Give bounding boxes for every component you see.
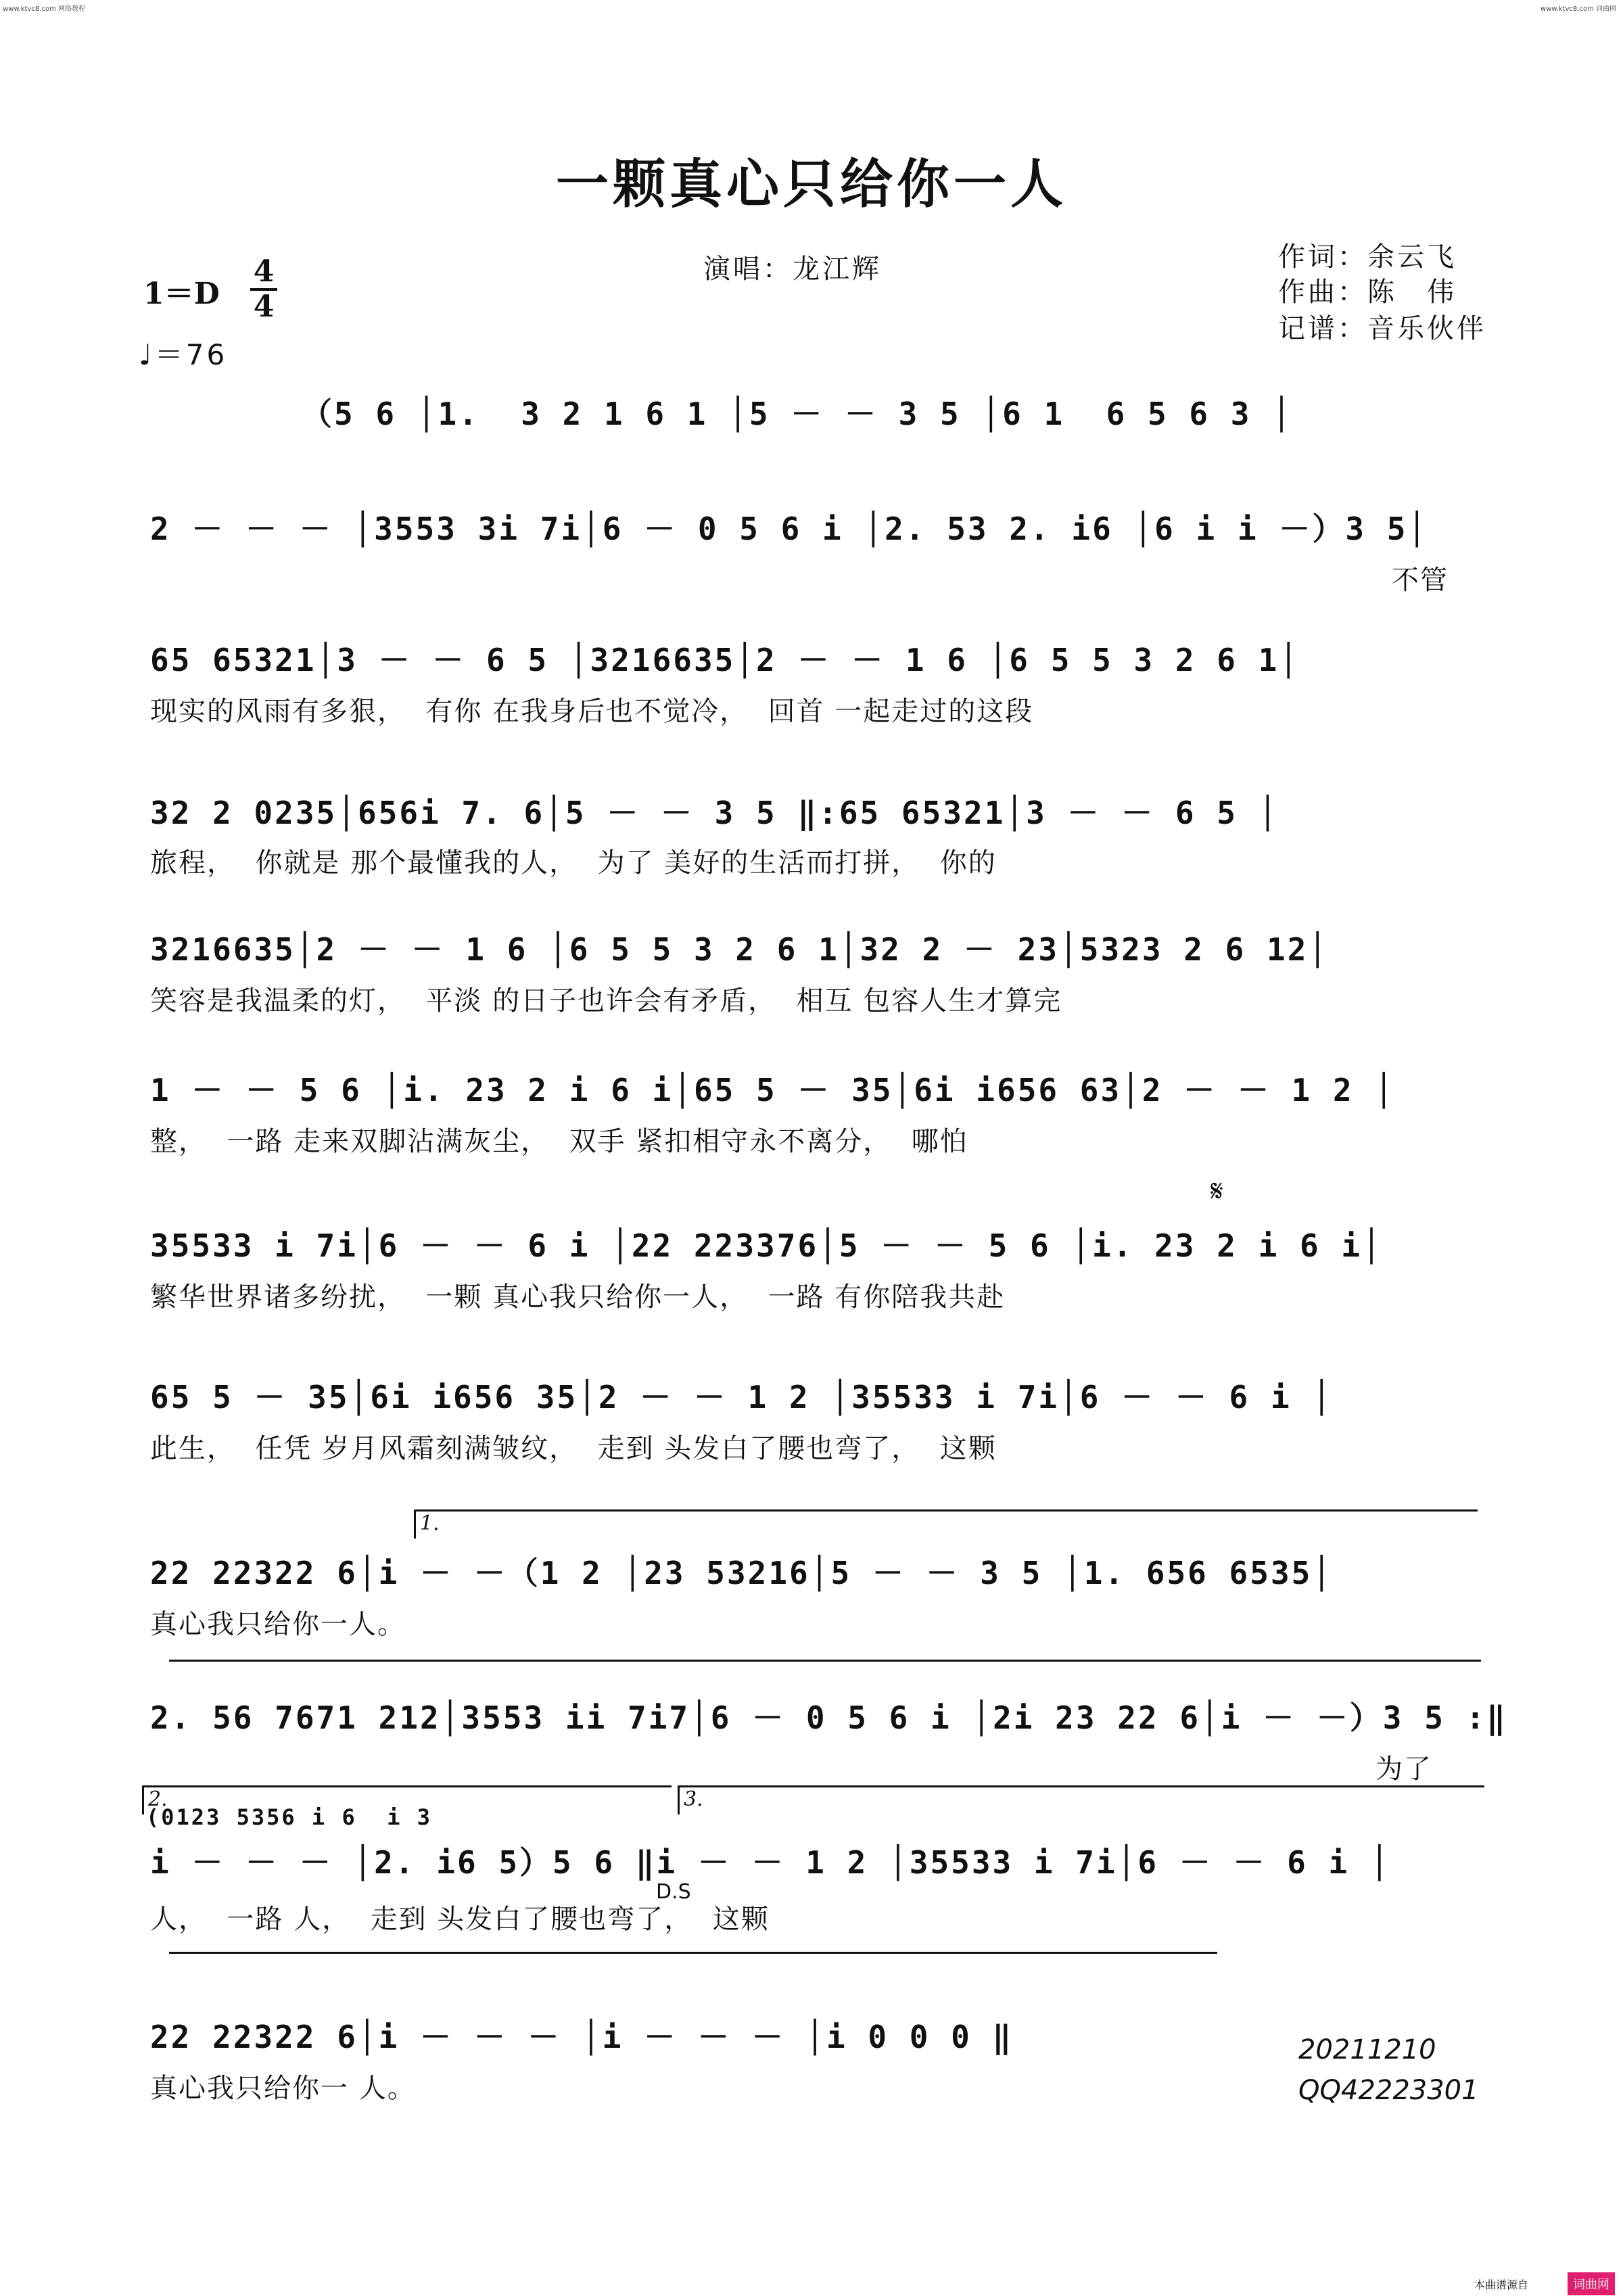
tempo-marking: ♩＝76 <box>139 338 228 371</box>
volta-1-label: 1. <box>420 1512 440 1535</box>
volta-3-label: 3. <box>684 1787 703 1811</box>
time-signature-top: 4 <box>253 254 275 289</box>
stave-1-notes: （5 6 │1. 3 2 1 6 1 │5 － － 3 5 │6 1 6 5 6 3 │ <box>301 396 1293 432</box>
volta-3-continuation <box>169 1952 1217 1954</box>
stave-11-notes: i － － － │2. i6 5）5 6 ‖i － － 1 2 │35533 i 7i│6 － － 6 i │ <box>150 1844 1391 1881</box>
volta-3-bracket <box>678 1785 1484 1814</box>
volta-1-continuation <box>169 1660 1481 1662</box>
footer-source: 本曲谱源自 <box>1474 2278 1529 2291</box>
time-signature-bottom: 4 <box>253 289 275 324</box>
stave-3-lyrics: 现实的风雨有多狠， 有你 在我身后也不觉冷， 回首 一起走过的这段 <box>150 696 1034 727</box>
header-right-note: www.ktvc8.com 词曲网 <box>1540 5 1616 13</box>
stave-6-notes: 1 － － 5 6 │i. 23 2 i 6 i│65 5 － 35│6i i656 63│2 － － 1 2 │ <box>150 1072 1396 1108</box>
stave-2-lyrics: 不管 <box>1392 565 1449 596</box>
volta-1-bracket <box>414 1509 1478 1539</box>
stave-6-lyrics: 整， 一路 走来双脚沾满灰尘， 双手 紧扣相守永不离分， 哪怕 <box>150 1126 968 1157</box>
stave-4-notes: 32 2 0235│656i 7. 6│5 － － 3 5 ‖:65 65321│3 － － 6 5 │ <box>150 795 1279 831</box>
segno-sign: 𝄋 <box>1210 1174 1223 1209</box>
composer: 作曲：陈 伟 <box>1278 277 1457 308</box>
date-stamp: 20211210 <box>1298 2034 1436 2065</box>
stave-10-notes: 2. 56 7671 212│3553 ii 7i7│6 － 0 5 6 i │2i 23 22 6│i － －）3 5 :‖ <box>150 1700 1507 1736</box>
stave-3-notes: 65 65321│3 － － 6 5 │3216635│2 － － 1 6 │6 5 5 3 2 6 1│ <box>150 642 1300 678</box>
stave-7-lyrics: 繁华世界诸多纷扰， 一颗 真心我只给你一人， 一路 有你陪我共赴 <box>150 1282 1006 1313</box>
footer-site-badge[interactable]: 词曲网 <box>1568 2272 1615 2295</box>
stave-7-notes: 35533 i 7i│6 － － 6 i │22 223376│5 － － 5 6 │i. 23 2 i 6 i│ <box>150 1227 1383 1264</box>
stave-4-lyrics: 旅程， 你就是 那个最懂我的人， 为了 美好的生活而打拼， 你的 <box>150 847 997 878</box>
lyricist: 作词：余云飞 <box>1278 241 1457 273</box>
qq-stamp: QQ42223301 <box>1298 2075 1479 2106</box>
singer: 演唱：龙江辉 <box>703 254 882 285</box>
stave-5-lyrics: 笑容是我温柔的灯， 平淡 的日子也许会有矛盾， 相互 包容人生才算完 <box>150 985 1062 1016</box>
stave-2-notes: 2 － － － │3553 3i 7i│6 － 0 5 6 i │2. 53 2. i6 │6 i i －）3 5│ <box>150 511 1429 547</box>
stave-5-notes: 3216635│2 － － 1 6 │6 5 5 3 2 6 1│32 2 － 23│5323 2 6 12│ <box>150 931 1330 968</box>
ds-marking: D.S <box>656 1880 691 1904</box>
volta-2-label: 2. <box>148 1787 168 1811</box>
key-signature: 1＝D <box>143 277 220 311</box>
stave-10-lyrics: 为了 <box>1375 1754 1432 1785</box>
stave-9-notes: 22 22322 6│i － －（1 2 │23 53216│5 － － 3 5 │1. 656 6535│ <box>150 1555 1334 1591</box>
stave-9-lyrics: 真心我只给你一人。 <box>150 1609 406 1640</box>
header-left-note: www.ktvc8.com 网络教程 <box>3 5 86 13</box>
stave-8-lyrics: 此生， 任凭 岁月风霜刻满皱纹， 走到 头发白了腰也弯了， 这颗 <box>150 1433 997 1464</box>
transcriber: 记谱：音乐伙伴 <box>1278 313 1486 344</box>
stave-8-notes: 65 5 － 35│6i i656 35│2 － － 1 2 │35533 i 7i│6 － － 6 i │ <box>150 1379 1334 1415</box>
stave-12-notes: 22 22322 6│i － － － │i － － － │i 0 0 0 ‖ <box>150 2019 1014 2055</box>
song-title: 一颗真心只给你一人 <box>555 154 1067 215</box>
ending-2-fill-notes: (0123 5356 i 6 i 3 <box>146 1804 433 1830</box>
stave-12-lyrics: 真心我只给你一 人。 <box>150 2073 416 2104</box>
stave-11-lyrics: 人， 一路 人， 走到 头发白了腰也弯了， 这颗 <box>150 1904 770 1935</box>
time-signature <box>250 254 277 324</box>
